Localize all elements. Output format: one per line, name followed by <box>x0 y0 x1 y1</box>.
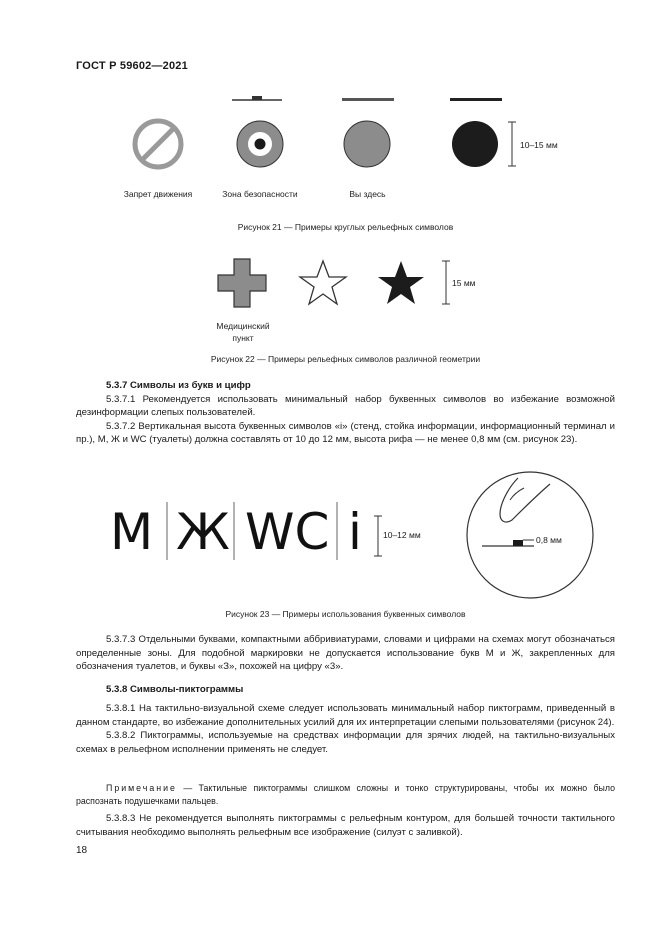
dimension-bracket-23 <box>374 516 382 556</box>
profile-bar-here <box>342 98 394 101</box>
section-537 <box>76 379 615 447</box>
note-text: — Тактильные пиктограммы слишком сложны и тонко структурированы, чтобы их можно было распознать подушечками пальцев. <box>76 783 615 806</box>
letter-i: i <box>348 503 362 561</box>
letter-zh: Ж <box>176 503 230 561</box>
paragraph-5381: 5.3.8.1 На тактильно-визуальной схеме следует использовать минимальный набор пиктограмм, приведенный в данном стандарте, во избежание дополнительных усилий для их интерпретации слепыми пользователями (рисунок 24). <box>76 703 615 728</box>
label-you-are-here: Вы здесь <box>349 189 386 199</box>
size-label-21: 10–15 мм <box>520 140 558 150</box>
note-label: Примечание <box>106 783 177 793</box>
star-outline-icon <box>300 261 346 304</box>
size-label-22: 15 мм <box>452 278 476 288</box>
figure-22-caption: Рисунок 22 — Примеры рельефных символов различной геометрии <box>210 354 481 364</box>
letter-m: М <box>110 503 154 561</box>
filled-circle-icon <box>452 121 498 167</box>
note-block <box>76 782 615 807</box>
section-537-heading: 5.3.7 Символы из букв и цифр <box>106 380 251 391</box>
paragraph-5383: 5.3.8.3 Не рекомендуется выполнять пиктограммы с рельефным контуром, для большей точности тактильного считывания необходимо выполнять рельефным все изображение (силуэт с заливкой). <box>76 813 615 838</box>
rib-marker <box>513 540 523 546</box>
figure-21-graphic <box>120 92 580 192</box>
dimension-bracket-21 <box>508 122 516 166</box>
profile-bar-filled <box>450 98 502 101</box>
figure-22-graphic <box>210 252 470 314</box>
rib-height-label: 0,8 мм <box>536 535 562 545</box>
size-label-23: 10–12 мм <box>383 530 421 540</box>
letters-wc: WC <box>245 503 330 561</box>
you-are-here-icon <box>344 121 390 167</box>
figure-21-caption: Рисунок 21 — Примеры круглых рельефных символов <box>237 222 454 232</box>
label-medical-point: Медицинский пункт <box>216 321 270 343</box>
figure-23-separators <box>100 498 400 570</box>
section-538-heading: 5.3.8 Символы-пиктограммы <box>106 684 244 695</box>
section-538 <box>76 683 615 697</box>
profile-bar-safety <box>232 96 282 100</box>
paragraph-5371: 5.3.7.1 Рекомендуется использовать минимальный набор буквенных символов во избежание возможной дезинформации слепых пользователей. <box>76 393 615 419</box>
paragraph-5372: 5.3.7.2 Вертикальная высота буквенных символов «i» (стенд, стойка информации, информационный терминал и пр.), М, Ж и WC (туалеты) должна составлять от 10 до 12 мм, высота рифа — не менее 0,8 мм (см. рисунок 23). <box>76 420 615 446</box>
medical-cross-icon <box>218 259 266 307</box>
no-entry-icon <box>135 121 181 167</box>
fingertip-icon <box>500 478 550 522</box>
section-538-body <box>76 702 615 756</box>
document-header: ГОСТ Р 59602—2021 <box>76 60 188 72</box>
label-no-entry: Запрет движения <box>123 189 193 199</box>
dimension-bracket-22 <box>442 261 450 304</box>
page-number: 18 <box>76 845 88 856</box>
paragraph-5382: 5.3.8.2 Пиктограммы, используемые на средствах информации для зрячих людей, на тактильно-визуальных схемах в рельефном исполнении применять не следует. <box>76 730 615 755</box>
star-filled-icon <box>378 261 424 304</box>
finger-detail-graphic <box>450 470 610 600</box>
paragraph-5383-block <box>76 812 615 839</box>
paragraph-5373: 5.3.7.3 Отдельными буквами, компактными аббривиатурами, словами и цифрами на схемах могут обозначаться определенные зоны. Для подобной маркировки не допускается использование букв М и Ж, закрепленных для обозначения туалетов, и буквы «З», похожей на цифру «3». <box>76 634 615 673</box>
figure-23-caption: Рисунок 23 — Примеры использования буквенных символов <box>225 609 466 619</box>
paragraph-5373-block <box>76 633 615 674</box>
label-safety-zone: Зона безопасности <box>222 189 298 199</box>
safety-zone-icon <box>237 121 283 167</box>
